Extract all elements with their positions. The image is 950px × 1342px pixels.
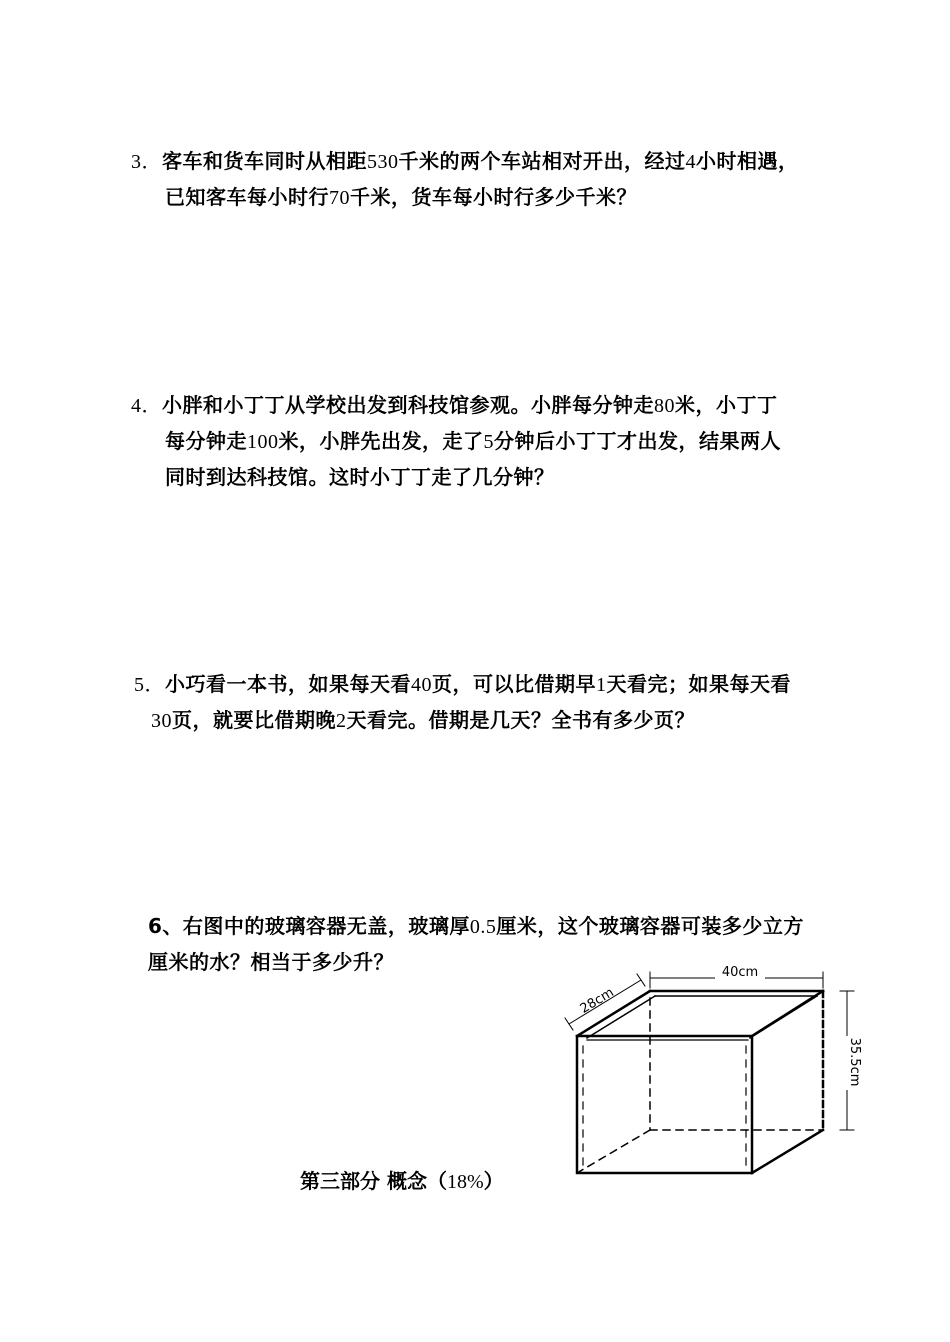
section-title: 第三部分 概念（ — [300, 1169, 447, 1193]
dimension-tick — [565, 1018, 573, 1030]
question-number-value: 2 — [336, 710, 347, 732]
question-6-line-1 — [148, 909, 804, 945]
question-text: 页，就要比借期晚 — [172, 708, 336, 732]
question-4-line-2 — [131, 424, 781, 460]
question-number-value: 80 — [654, 395, 675, 417]
question-text: 天看完；如果每天看 — [606, 672, 791, 696]
question-text: 千米的两个车站相对开出，经过 — [398, 149, 686, 173]
length-label: 40cm — [721, 965, 759, 980]
question-4 — [131, 388, 781, 495]
question-text: 小巧看一本书，如果每天看 — [165, 672, 411, 696]
question-number-value: 4 — [685, 151, 696, 173]
question-text: 米，小丁丁 — [675, 393, 778, 417]
question-text: 厘米的水？相当于多少升？ — [148, 950, 394, 974]
question-5-line-2 — [134, 703, 791, 739]
question-3-line-2 — [131, 180, 799, 216]
section-percent: 18% — [446, 1171, 484, 1193]
question-number-value: 5 — [483, 431, 494, 453]
question-text: 小时相遇， — [696, 149, 799, 173]
question-number: 4． — [131, 395, 162, 417]
question-text: 天看完。借期是几天？全书有多少页？ — [346, 708, 695, 732]
question-5-line-1 — [134, 667, 791, 703]
question-number-value: 530 — [367, 151, 399, 173]
question-text: 6、右图中的玻璃容器无盖，玻璃厚 — [148, 914, 470, 938]
question-number: 3． — [131, 151, 162, 173]
height-label: 35.5cm — [847, 1037, 862, 1087]
question-3 — [131, 144, 799, 216]
question-number-value: 70 — [329, 187, 350, 209]
question-text: 客车和货车同时从相距 — [162, 149, 367, 173]
question-number-value: 1 — [596, 674, 607, 696]
dimension-tick — [637, 974, 645, 986]
question-number-value: 30 — [151, 710, 172, 732]
question-text: 同时到达科技馆。这时小丁丁走了几分钟？ — [165, 465, 555, 489]
question-text: 米，小胖先出发，走了 — [278, 429, 484, 453]
box-edge — [752, 1130, 823, 1173]
question-5 — [134, 667, 791, 739]
glass-container-diagram — [555, 958, 860, 1188]
box-edge — [750, 996, 817, 1038]
hidden-edge — [577, 1130, 650, 1173]
question-4-line-3 — [131, 460, 781, 495]
section-close: ） — [483, 1169, 504, 1193]
question-4-line-1 — [131, 388, 781, 424]
question-number-value: 40 — [411, 674, 432, 696]
front-face — [577, 1036, 752, 1173]
section-heading — [300, 1166, 504, 1197]
question-number-value: 0.5 — [469, 916, 497, 938]
question-text: 每分钟走 — [165, 429, 247, 453]
question-text: 厘米，这个玻璃容器可装多少立方 — [496, 914, 804, 938]
question-number: 5． — [134, 674, 165, 696]
question-text: 小胖和小丁丁从学校出发到科技馆参观。小胖每分钟走 — [162, 393, 654, 417]
question-text: 页，可以比借期早 — [432, 672, 596, 696]
width-label: 28cm — [577, 985, 617, 1017]
question-text: 千米，货车每小时行多少千米？ — [350, 185, 637, 209]
question-number-value: 100 — [247, 431, 279, 453]
question-text: 分钟后小丁丁才出发，结果两人 — [494, 429, 781, 453]
question-3-line-1 — [131, 144, 799, 180]
question-text: 已知客车每小时行 — [165, 185, 329, 209]
